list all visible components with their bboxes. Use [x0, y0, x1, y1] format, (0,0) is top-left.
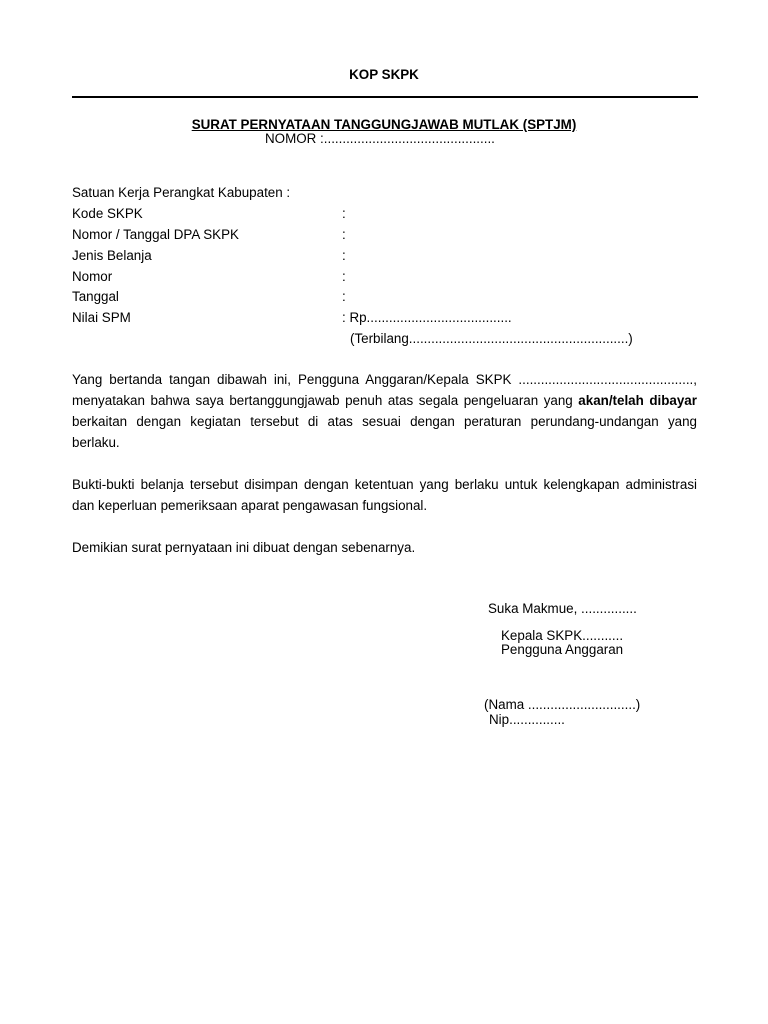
- document-title: SURAT PERNYATAAN TANGGUNGJAWAB MUTLAK (SPTJM): [191, 117, 577, 132]
- paragraph-text: menyatakan bahwa saya bertanggungjawab penuh atas segala pengeluaran yang: [72, 393, 573, 408]
- emphasis-text: akan/telah dibayar: [578, 393, 697, 408]
- field-label-nomor: Nomor: [72, 269, 113, 284]
- signature-nip: Nip...............: [489, 712, 565, 727]
- document-number: NOMOR :..............................................: [265, 131, 495, 146]
- field-value-jenis-belanja: :: [342, 248, 346, 263]
- field-terbilang: (Terbilang...........................................................): [350, 331, 633, 346]
- field-label-nilai-spm: Nilai SPM: [72, 310, 131, 325]
- field-label-jenis-belanja: Jenis Belanja: [72, 248, 152, 263]
- paragraph-line: Bukti-bukti belanja tersebut disimpan dengan ketentuan yang berlaku untuk kelengkapan administrasi: [72, 477, 697, 492]
- field-value-kode-skpk: :: [342, 206, 346, 221]
- letterhead-placeholder: KOP SKPK: [349, 67, 419, 82]
- field-label-tanggal: Tanggal: [72, 289, 119, 304]
- field-value-nilai-spm: : Rp.......................................: [342, 310, 512, 325]
- paragraph-line: berkaitan dengan kegiatan tersebut di atas sesuai dengan peraturan perundang-undangan yang: [72, 414, 697, 429]
- signature-role: Pengguna Anggaran: [501, 642, 624, 657]
- header-divider: [72, 96, 698, 98]
- paragraph-line: dan keperluan pemeriksaan aparat pengawasan fungsional.: [72, 498, 428, 513]
- paragraph-line: [72, 390, 697, 411]
- closing-paragraph: Demikian surat pernyataan ini dibuat dengan sebenarnya.: [72, 540, 416, 555]
- field-value-tanggal: :: [342, 289, 346, 304]
- field-value-nomor-tanggal-dpa: :: [342, 227, 346, 242]
- paragraph-line: Yang bertanda tangan dibawah ini, Pengguna Anggaran/Kepala SKPK ...............................................,: [72, 372, 697, 387]
- field-label-kode-skpk: Kode SKPK: [72, 206, 143, 221]
- signature-place-date: Suka Makmue, ...............: [488, 601, 637, 616]
- field-value-nomor: :: [342, 269, 346, 284]
- field-label-satuan-kerja: Satuan Kerja Perangkat Kabupaten :: [72, 185, 291, 200]
- field-label-nomor-tanggal-dpa: Nomor / Tanggal DPA SKPK: [72, 227, 239, 242]
- signature-position: Kepala SKPK...........: [501, 628, 624, 643]
- paragraph-line: berlaku.: [72, 435, 120, 450]
- signature-name: (Nama .............................): [484, 697, 641, 712]
